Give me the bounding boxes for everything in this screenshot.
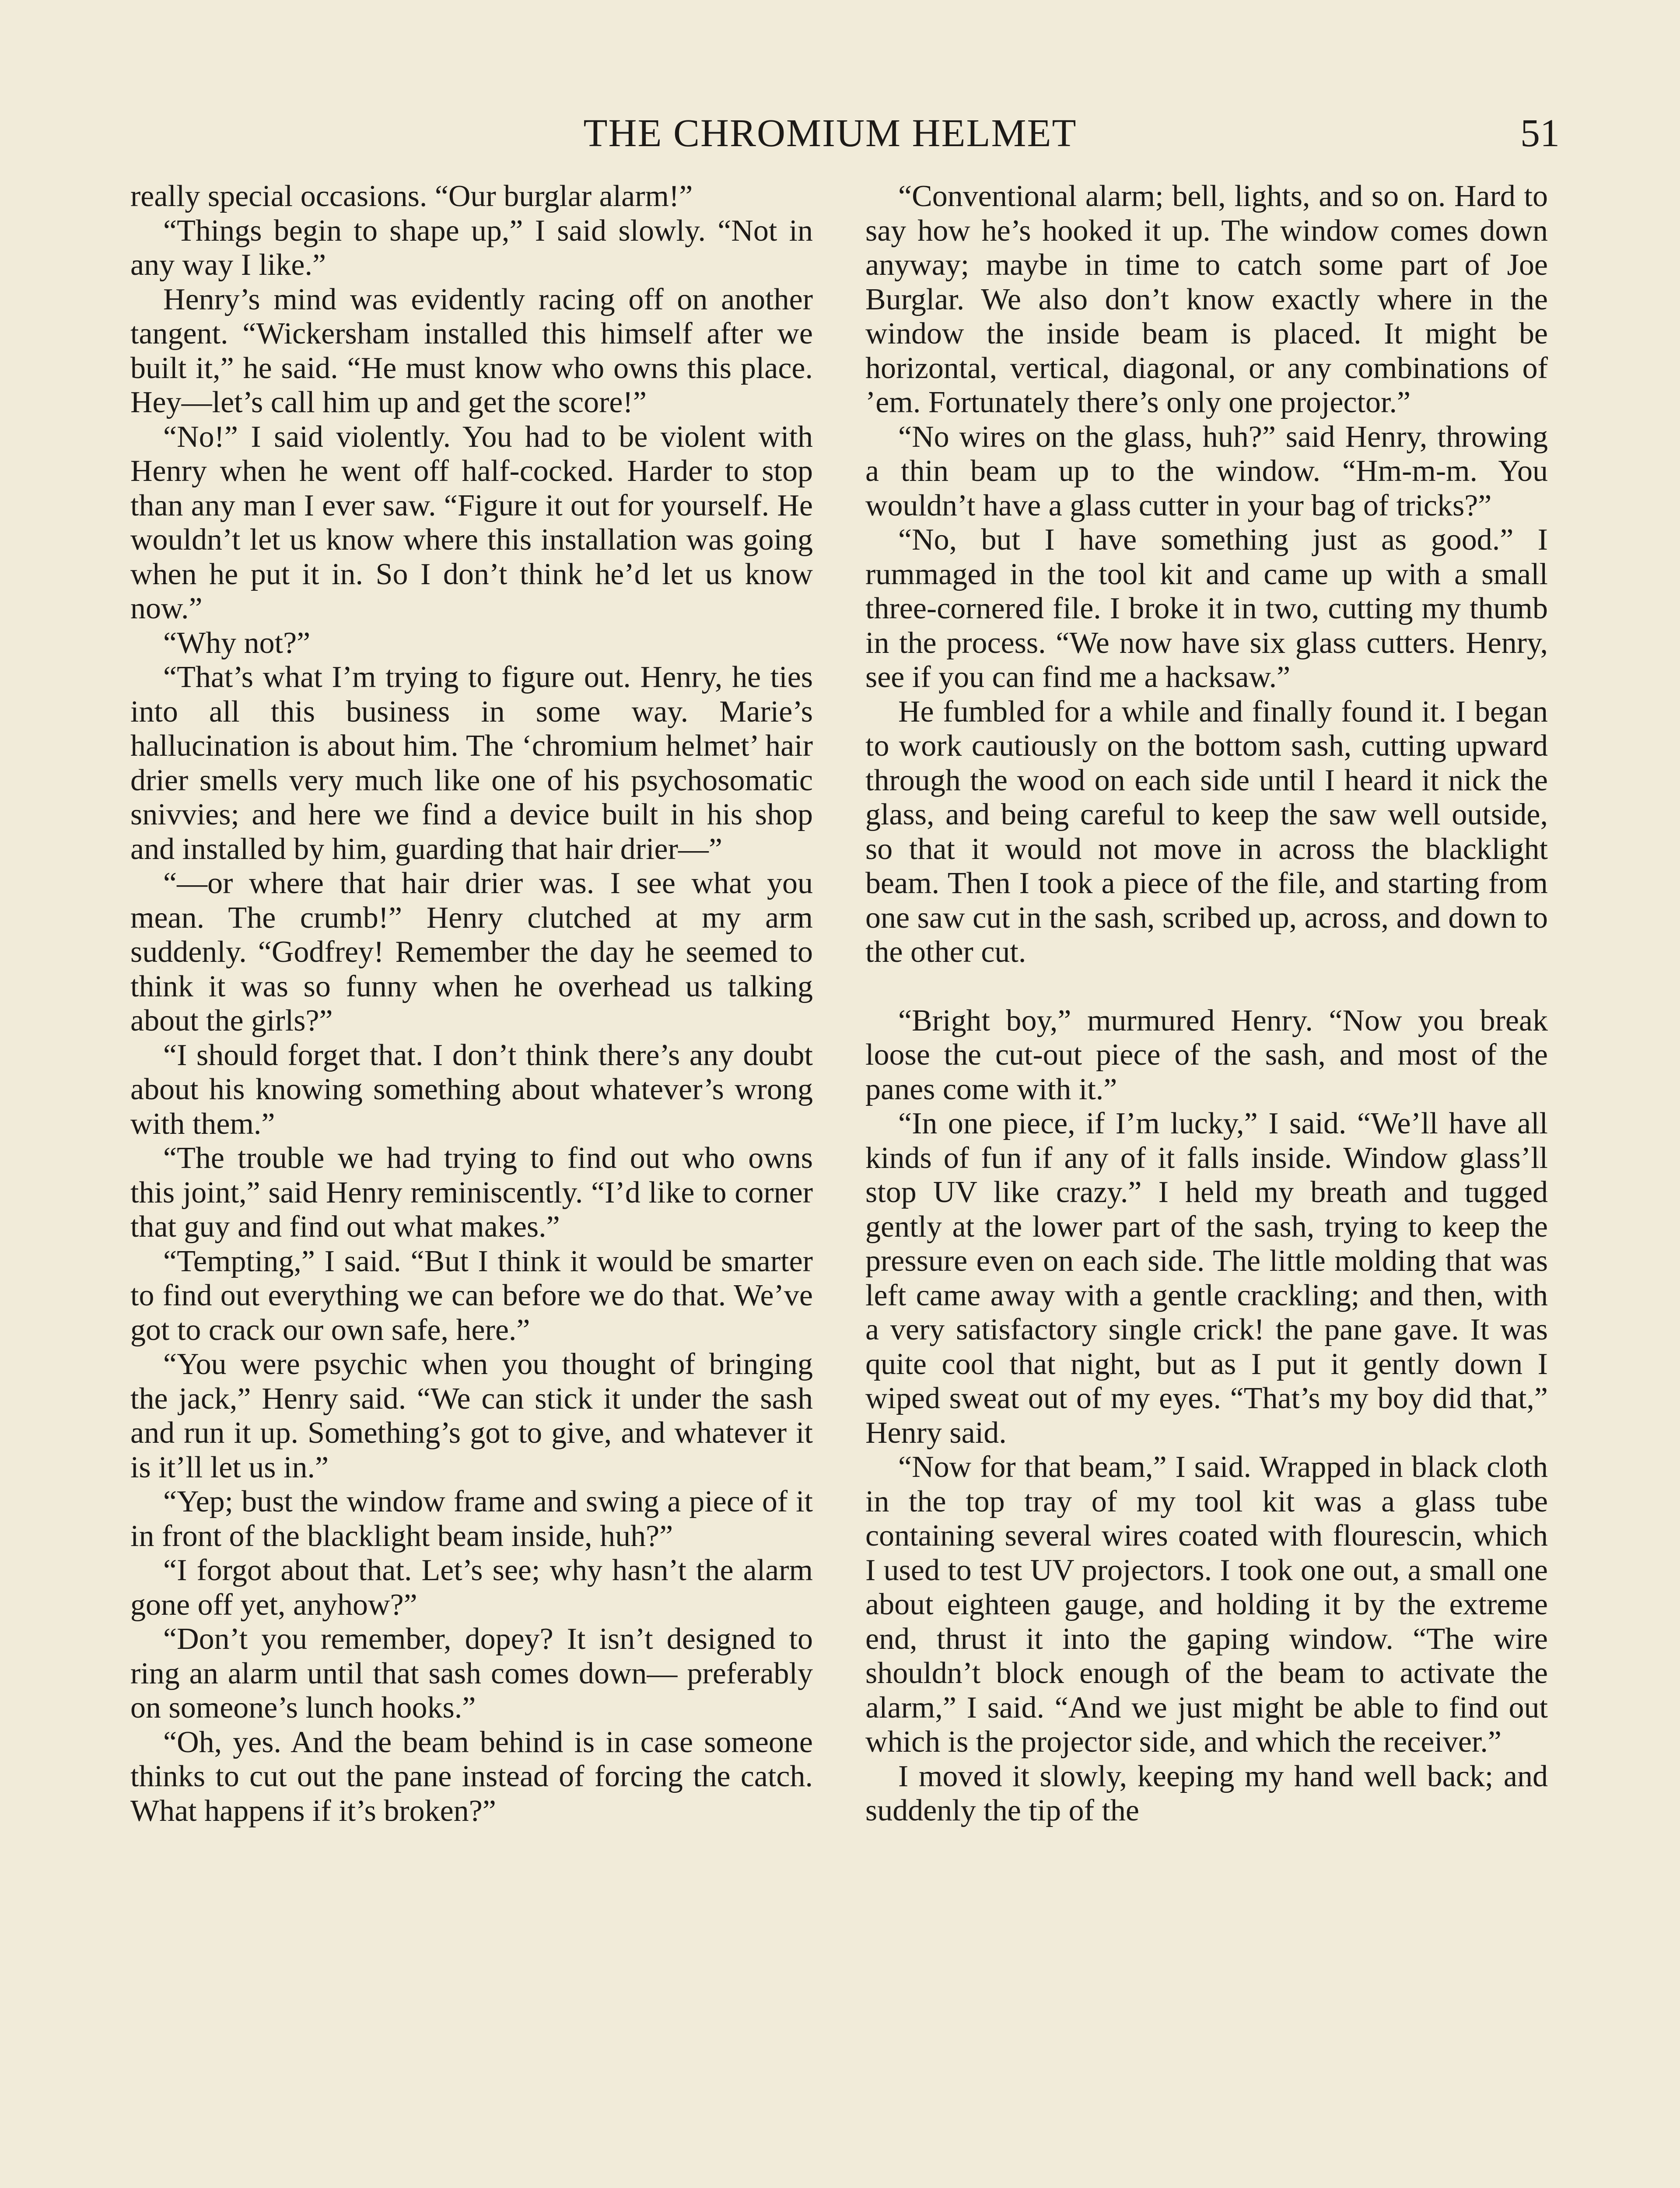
paragraph: “No, but I have something just as good.” I rummaged in the tool kit and came up with a small three-cornered file. I broke it in two, cutting my thumb in the process. “We now have six glass cutters. Henry, see if you can find me a hacksaw.” [865,523,1548,694]
paragraph: “That’s what I’m trying to figure out. Henry, he ties into all this business in some way. Marie’s hallucination is about him. The ‘chromium helmet’ hair drier smells very much like one of his psychosomatic snivvies; and here we find a device built in his shop and installed by him, guarding that hair drier—” [130,660,813,866]
paragraph: “Tempting,” I said. “But I think it would be smarter to find out everything we can before we do that. We’ve got to crack our own safe, here.” [130,1244,813,1347]
paragraph: “Now for that beam,” I said. Wrapped in black cloth in the top tray of my tool kit was a glass tube containing several wires coated with flourescin, which I used to test UV projectors. I took one out, a small one about eighteen gauge, and holding it by the extreme end, thrust it into the gaping window. “The wire shouldn’t block enough of the beam to activate the alarm,” I said. “And we just might be able to find out which is the projector side, and which the receiver.” [865,1450,1548,1759]
page-header [101,109,1560,158]
paragraph: “I forgot about that. Let’s see; why hasn’t the alarm gone off yet, anyhow?” [130,1553,813,1622]
paragraph: “Don’t you remember, dopey? It isn’t designed to ring an alarm until that sash comes down— preferably on someone’s lunch hooks.” [130,1622,813,1725]
paragraph: He fumbled for a while and finally found it. I began to work cautiously on the bottom sash, cutting upward through the wood on each side until I heard it nick the glass, and being careful to keep the saw well outside, so that it would not move in across the blacklight beam. Then I took a piece of the file, and starting from one saw cut in the sash, scribed up, across, and down to the other cut. [865,694,1548,969]
left-column [130,179,813,1828]
paragraph: really special occasions. “Our burglar alarm!” [130,179,693,213]
paragraph: I moved it slowly, keeping my hand well back; and suddenly the tip of the [865,1759,1548,1827]
paragraph: “Yep; bust the window frame and swing a piece of it in front of the blacklight beam inside, huh?” [130,1485,813,1553]
paragraph: “Bright boy,” murmured Henry. “Now you break loose the cut-out piece of the sash, and most of the panes come with it.” [865,1003,1548,1106]
paragraph: “The trouble we had trying to find out who owns this joint,” said Henry reminiscently. “I’d like to corner that guy and find out what makes.” [130,1141,813,1244]
paragraph: “No!” I said violently. You had to be violent with Henry when he went off half-cocked. Harder to stop than any man I ever saw. “Figure it out for yourself. He wouldn’t let us know where this installation was going when he put it in. So I don’t think he’d let us know now.” [130,420,813,625]
paragraph: “—or where that hair drier was. I see what you mean. The crumb!” Henry clutched at my arm suddenly. “Godfrey! Remember the day he seemed to think it was so funny when he overhead us talking about the girls?” [130,866,813,1038]
paragraph: “Oh, yes. And the beam behind is in case someone thinks to cut out the pane instead of forcing the catch. What happens if it’s broken?” [130,1725,813,1828]
paragraph: “In one piece, if I’m lucky,” I said. “We’ll have all kinds of fun if any of it falls inside. Window glass’ll stop UV like crazy.” I held my breath and tugged gently at the lower part of the sash, trying to keep the pressure even on each side. The little molding that was left came away with a gentle crackling; and then, with a very satisfactory single crick! the pane gave. It was quite cool that night, but as I put it gently down I wiped sweat out of my eyes. “That’s my boy did that,” Henry said. [865,1107,1548,1450]
right-column [865,179,1548,1828]
paragraph: “I should forget that. I don’t think there’s any doubt about his knowing something about whatever’s wrong with them.” [130,1038,813,1141]
paragraph: “Conventional alarm; bell, lights, and so on. Hard to say how he’s hooked it up. The window comes down anyway; maybe in time to catch some part of Joe Burglar. We also don’t know exactly where in the window the inside beam is placed. It might be horizontal, vertical, diagonal, or any combinations of ’em. Fortunately there’s only one projector.” [865,179,1548,419]
paragraph: Henry’s mind was evidently racing off on another tangent. “Wickersham installed this himself after we built it,” he said. “He must know who owns this place. Hey—let’s call him up and get the score!” [130,282,813,419]
page-number: 51 [1520,112,1560,155]
running-title: THE CHROMIUM HELMET [583,112,1077,155]
paragraph: “Things begin to shape up,” I said slowly. “Not in any way I like.” [130,214,813,282]
paragraph: “No wires on the glass, huh?” said Henry, throwing a thin beam up to the window. “Hm-m-m. You wouldn’t have a glass cutter in your bag of tricks?” [865,420,1548,522]
paragraph: “You were psychic when you thought of bringing the jack,” Henry said. “We can stick it under the sash and run it up. Something’s got to give, and whatever it is it’ll let us in.” [130,1347,813,1484]
paragraph: “Why not?” [163,626,311,660]
